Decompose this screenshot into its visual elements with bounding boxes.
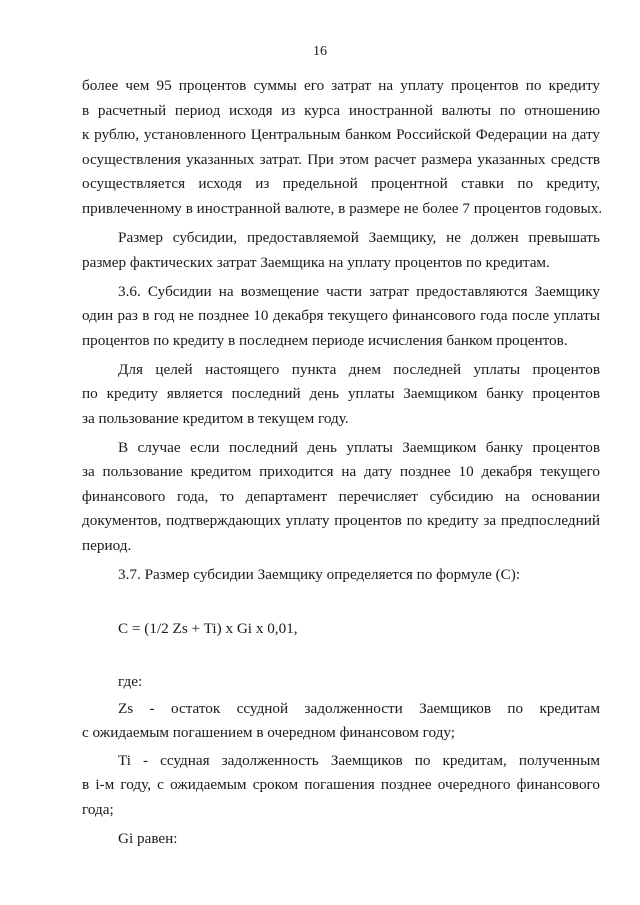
paragraph-first-line: Gi равен: [118,830,178,847]
text-line: года; [82,801,114,818]
text-line: финансового года, то департамент перечисляет субсидию на основании [82,488,600,505]
text-line: один раз в год не позднее 10 декабря текущего финансового года после уплаты [82,307,600,324]
paragraph-first-line: где: [118,673,143,690]
paragraph-first-line: Размер субсидии, предоставляемой Заемщику, не должен превышать [118,229,600,246]
paragraph-first-line: 3.6. Субсидии на возмещение части затрат предоставляются Заемщику [118,283,600,300]
text-line: осуществляется исходя из предельной процентной ставки по кредиту, [82,175,600,192]
text-line: размер фактических затрат Заемщика на уплату процентов по кредитам. [82,254,550,271]
text-line: документов, подтверждающих уплату процентов по кредиту за предпоследний [82,512,600,529]
text-line: более чем 95 процентов суммы его затрат на уплату процентов по кредиту [82,77,600,94]
text-line: привлеченному в иностранной валюте, в размере не более 7 процентов годовых. [82,200,603,217]
text-line: за пользование кредитом в текущем году. [82,410,349,427]
text-line: по кредиту является последний день уплаты Заемщиком банку процентов [82,385,600,402]
text-line: процентов по кредиту в последнем периоде исчисления банком процентов. [82,332,568,349]
text-line: с ожидаемым погашением в очередном финансовом году; [82,724,456,741]
text-line: в i-м году, с ожидаемым сроком погашения позднее очередного финансового [82,776,600,793]
page-number: 16 [313,44,327,59]
definition-first-line: Zs - остаток ссудной задолженности Заемщиков по кредитам [118,700,600,717]
definition-first-line: Ti - ссудная задолженность Заемщиков по кредитам, полученным [118,752,600,769]
paragraph-first-line: 3.7. Размер субсидии Заемщику определяется по формуле (С): [118,566,521,583]
text-line: в расчетный период исходя из курса иностранной валюты по отношению [82,102,600,119]
text-line: осуществления указанных затрат. При этом расчет размера указанных средств [82,151,600,168]
paragraph-first-line: Для целей настоящего пункта днем последней уплаты процентов [118,361,600,378]
text-line: за пользование кредитом приходится на дату позднее 10 декабря текущего [82,463,600,480]
text-line: к рублю, установленного Центральным банком Российской Федерации на дату [82,126,600,143]
text-line: период. [82,537,132,554]
paragraph-first-line: В случае если последний день уплаты Заемщиком банку процентов [118,439,600,456]
formula: С = (1/2 Zs + Ti) x Gi x 0,01, [118,620,298,637]
